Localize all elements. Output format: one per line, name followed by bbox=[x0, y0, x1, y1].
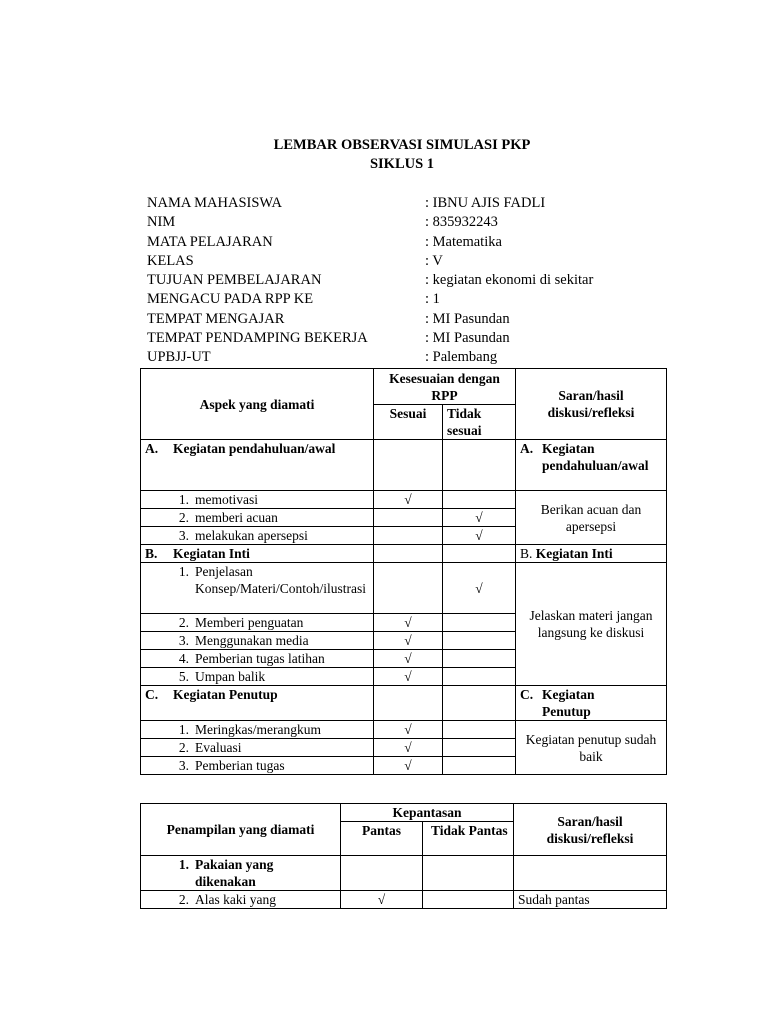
item-label: Pemberian tugas latihan bbox=[195, 651, 325, 666]
section-a-heading bbox=[141, 440, 374, 491]
item-label: Meringkas/merangkum bbox=[195, 722, 321, 737]
check-sesuai: √ bbox=[374, 721, 443, 739]
table-row-item bbox=[141, 614, 374, 632]
check-tidak: √ bbox=[443, 563, 516, 614]
item-label: Alas kaki yang bbox=[195, 892, 276, 907]
check-sesuai: √ bbox=[374, 614, 443, 632]
appearance-table bbox=[140, 803, 667, 909]
section-letter: B. bbox=[520, 546, 533, 561]
info-value: : kegiatan ekonomi di sekitar bbox=[425, 272, 594, 289]
check-sesuai bbox=[374, 527, 443, 545]
check-tidak bbox=[443, 739, 516, 757]
empty-cell bbox=[443, 686, 516, 721]
section-b-heading bbox=[141, 545, 374, 563]
section-label: Kegiatan Penutup bbox=[542, 687, 595, 719]
item-label: Pakaian yang dikenakan bbox=[195, 857, 274, 889]
info-value: : MI Pasundan bbox=[425, 310, 510, 327]
check-sesuai bbox=[374, 563, 443, 614]
info-value: : Palembang bbox=[425, 349, 498, 366]
header-sesuai: Sesuai bbox=[374, 405, 443, 440]
section-c-heading bbox=[141, 686, 374, 721]
header-tidak-pantas: Tidak Pantas bbox=[423, 822, 514, 856]
saran-section-b bbox=[516, 545, 667, 563]
info-label: UPBJJ-UT bbox=[147, 349, 211, 366]
section-letter: C. bbox=[145, 687, 159, 702]
table-row-item bbox=[141, 757, 374, 775]
item-label: Penjelasan Konsep/Materi/Contoh/ilustrasi bbox=[195, 564, 366, 596]
header-saran: Saran/hasil diskusi/refleksi bbox=[514, 804, 667, 856]
table-row-item bbox=[141, 563, 374, 614]
check-sesuai: √ bbox=[374, 632, 443, 650]
saran-section-a bbox=[516, 440, 667, 491]
check-tidak bbox=[443, 632, 516, 650]
check-sesuai: √ bbox=[374, 757, 443, 775]
table-row-item bbox=[141, 509, 374, 527]
check-pantas: √ bbox=[341, 891, 423, 909]
check-tidak-pantas bbox=[423, 856, 514, 891]
info-row bbox=[147, 290, 667, 309]
section-letter: C. bbox=[520, 687, 534, 702]
document-title: LEMBAR OBSERVASI SIMULASI PKP bbox=[273, 137, 531, 153]
check-pantas bbox=[341, 856, 423, 891]
item-label: Pemberian tugas bbox=[195, 758, 285, 773]
empty-cell bbox=[443, 545, 516, 563]
item-label: Evaluasi bbox=[195, 740, 242, 755]
check-tidak-pantas bbox=[423, 891, 514, 909]
item-label: Menggunakan media bbox=[195, 633, 309, 648]
header-penampilan: Penampilan yang diamati bbox=[141, 804, 341, 856]
info-row bbox=[147, 271, 667, 290]
check-sesuai bbox=[374, 509, 443, 527]
table-row-item bbox=[141, 739, 374, 757]
info-label: TEMPAT MENGAJAR bbox=[147, 310, 285, 327]
item-label: memberi acuan bbox=[195, 510, 278, 525]
info-value: : Matematika bbox=[425, 233, 502, 250]
item-number: 3. bbox=[178, 758, 189, 773]
check-tidak: √ bbox=[443, 509, 516, 527]
item-number: 1. bbox=[178, 492, 189, 507]
saran-b-text: Jelaskan materi jangan langsung ke diskusi bbox=[516, 563, 667, 686]
item-label: melakukan apersepsi bbox=[195, 528, 308, 543]
info-row bbox=[147, 348, 667, 367]
empty-cell bbox=[443, 440, 516, 491]
table-row-item bbox=[141, 668, 374, 686]
saran-c-text: Kegiatan penutup sudah baik bbox=[516, 721, 667, 775]
saran-a-text: Berikan acuan dan apersepsi bbox=[516, 491, 667, 545]
item-number: 4. bbox=[178, 651, 189, 666]
info-label: TUJUAN PEMBELAJARAN bbox=[147, 272, 322, 289]
info-label: MATA PELAJARAN bbox=[147, 233, 273, 250]
info-label: TEMPAT PENDAMPING BEKERJA bbox=[147, 330, 368, 347]
section-label: Kegiatan Penutup bbox=[173, 687, 278, 702]
check-tidak bbox=[443, 757, 516, 775]
empty-cell bbox=[374, 686, 443, 721]
check-tidak bbox=[443, 668, 516, 686]
check-tidak bbox=[443, 650, 516, 668]
section-label: Kegiatan pendahuluan/awal bbox=[542, 441, 649, 473]
section-letter: B. bbox=[145, 546, 158, 561]
item-number: 1. bbox=[178, 722, 189, 737]
document-subtitle: SIKLUS 1 bbox=[369, 156, 435, 172]
check-tidak bbox=[443, 721, 516, 739]
info-row bbox=[147, 233, 667, 252]
saran-text bbox=[514, 856, 667, 891]
check-sesuai: √ bbox=[374, 650, 443, 668]
item-number: 2. bbox=[178, 740, 189, 755]
section-label: Kegiatan pendahuluan/awal bbox=[173, 441, 336, 456]
section-letter: A. bbox=[145, 441, 159, 456]
item-number: 2. bbox=[178, 615, 189, 630]
check-sesuai: √ bbox=[374, 668, 443, 686]
section-label: Kegiatan Inti bbox=[173, 546, 250, 561]
info-row bbox=[147, 329, 667, 348]
item-number: 3. bbox=[178, 528, 189, 543]
empty-cell bbox=[374, 545, 443, 563]
info-row bbox=[147, 213, 667, 232]
info-row bbox=[147, 310, 667, 329]
header-kepantasan: Kepantasan bbox=[341, 804, 514, 822]
item-label: Memberi penguatan bbox=[195, 615, 304, 630]
info-value: : 1 bbox=[425, 291, 440, 308]
table-row-item bbox=[141, 891, 341, 909]
table-row-item bbox=[141, 856, 341, 891]
student-info-block bbox=[147, 194, 667, 368]
section-label: Kegiatan Inti bbox=[535, 546, 613, 561]
info-row bbox=[147, 252, 667, 271]
table-row-item bbox=[141, 650, 374, 668]
item-number: 1. bbox=[178, 564, 189, 579]
item-number: 2. bbox=[178, 510, 189, 525]
table-row-item bbox=[141, 721, 374, 739]
check-tidak bbox=[443, 614, 516, 632]
item-number: 5. bbox=[178, 669, 189, 684]
header-tidak-sesuai: Tidak sesuai bbox=[443, 405, 516, 440]
header-kesesuaian: Kesesuaian dengan RPP bbox=[374, 369, 516, 405]
item-number: 2. bbox=[178, 892, 189, 907]
info-value: : 835932243 bbox=[425, 214, 498, 231]
info-row bbox=[147, 194, 667, 213]
item-number: 3. bbox=[178, 633, 189, 648]
header-pantas: Pantas bbox=[341, 822, 423, 856]
check-tidak bbox=[443, 491, 516, 509]
table-row-item bbox=[141, 491, 374, 509]
table-row-item bbox=[141, 527, 374, 545]
info-label: NIM bbox=[147, 214, 176, 231]
item-label: memotivasi bbox=[195, 492, 258, 507]
item-number: 1. bbox=[178, 857, 189, 872]
header-saran: Saran/hasil diskusi/refleksi bbox=[516, 369, 667, 440]
info-label: NAMA MAHASISWA bbox=[147, 195, 282, 211]
check-tidak: √ bbox=[443, 527, 516, 545]
table-row-item bbox=[141, 632, 374, 650]
info-value: : IBNU AJIS FADLI bbox=[425, 195, 546, 211]
item-label: Umpan balik bbox=[195, 669, 266, 684]
check-sesuai: √ bbox=[374, 739, 443, 757]
saran-text: Sudah pantas bbox=[514, 891, 667, 909]
info-value: : V bbox=[425, 252, 443, 269]
observation-table bbox=[140, 368, 667, 775]
info-label: MENGACU PADA RPP KE bbox=[147, 291, 314, 308]
info-label: KELAS bbox=[147, 252, 194, 269]
saran-section-c bbox=[516, 686, 667, 721]
check-sesuai: √ bbox=[374, 491, 443, 509]
info-value: : MI Pasundan bbox=[425, 330, 510, 347]
empty-cell bbox=[374, 440, 443, 491]
section-letter: A. bbox=[520, 441, 534, 456]
header-aspek: Aspek yang diamati bbox=[141, 369, 374, 440]
